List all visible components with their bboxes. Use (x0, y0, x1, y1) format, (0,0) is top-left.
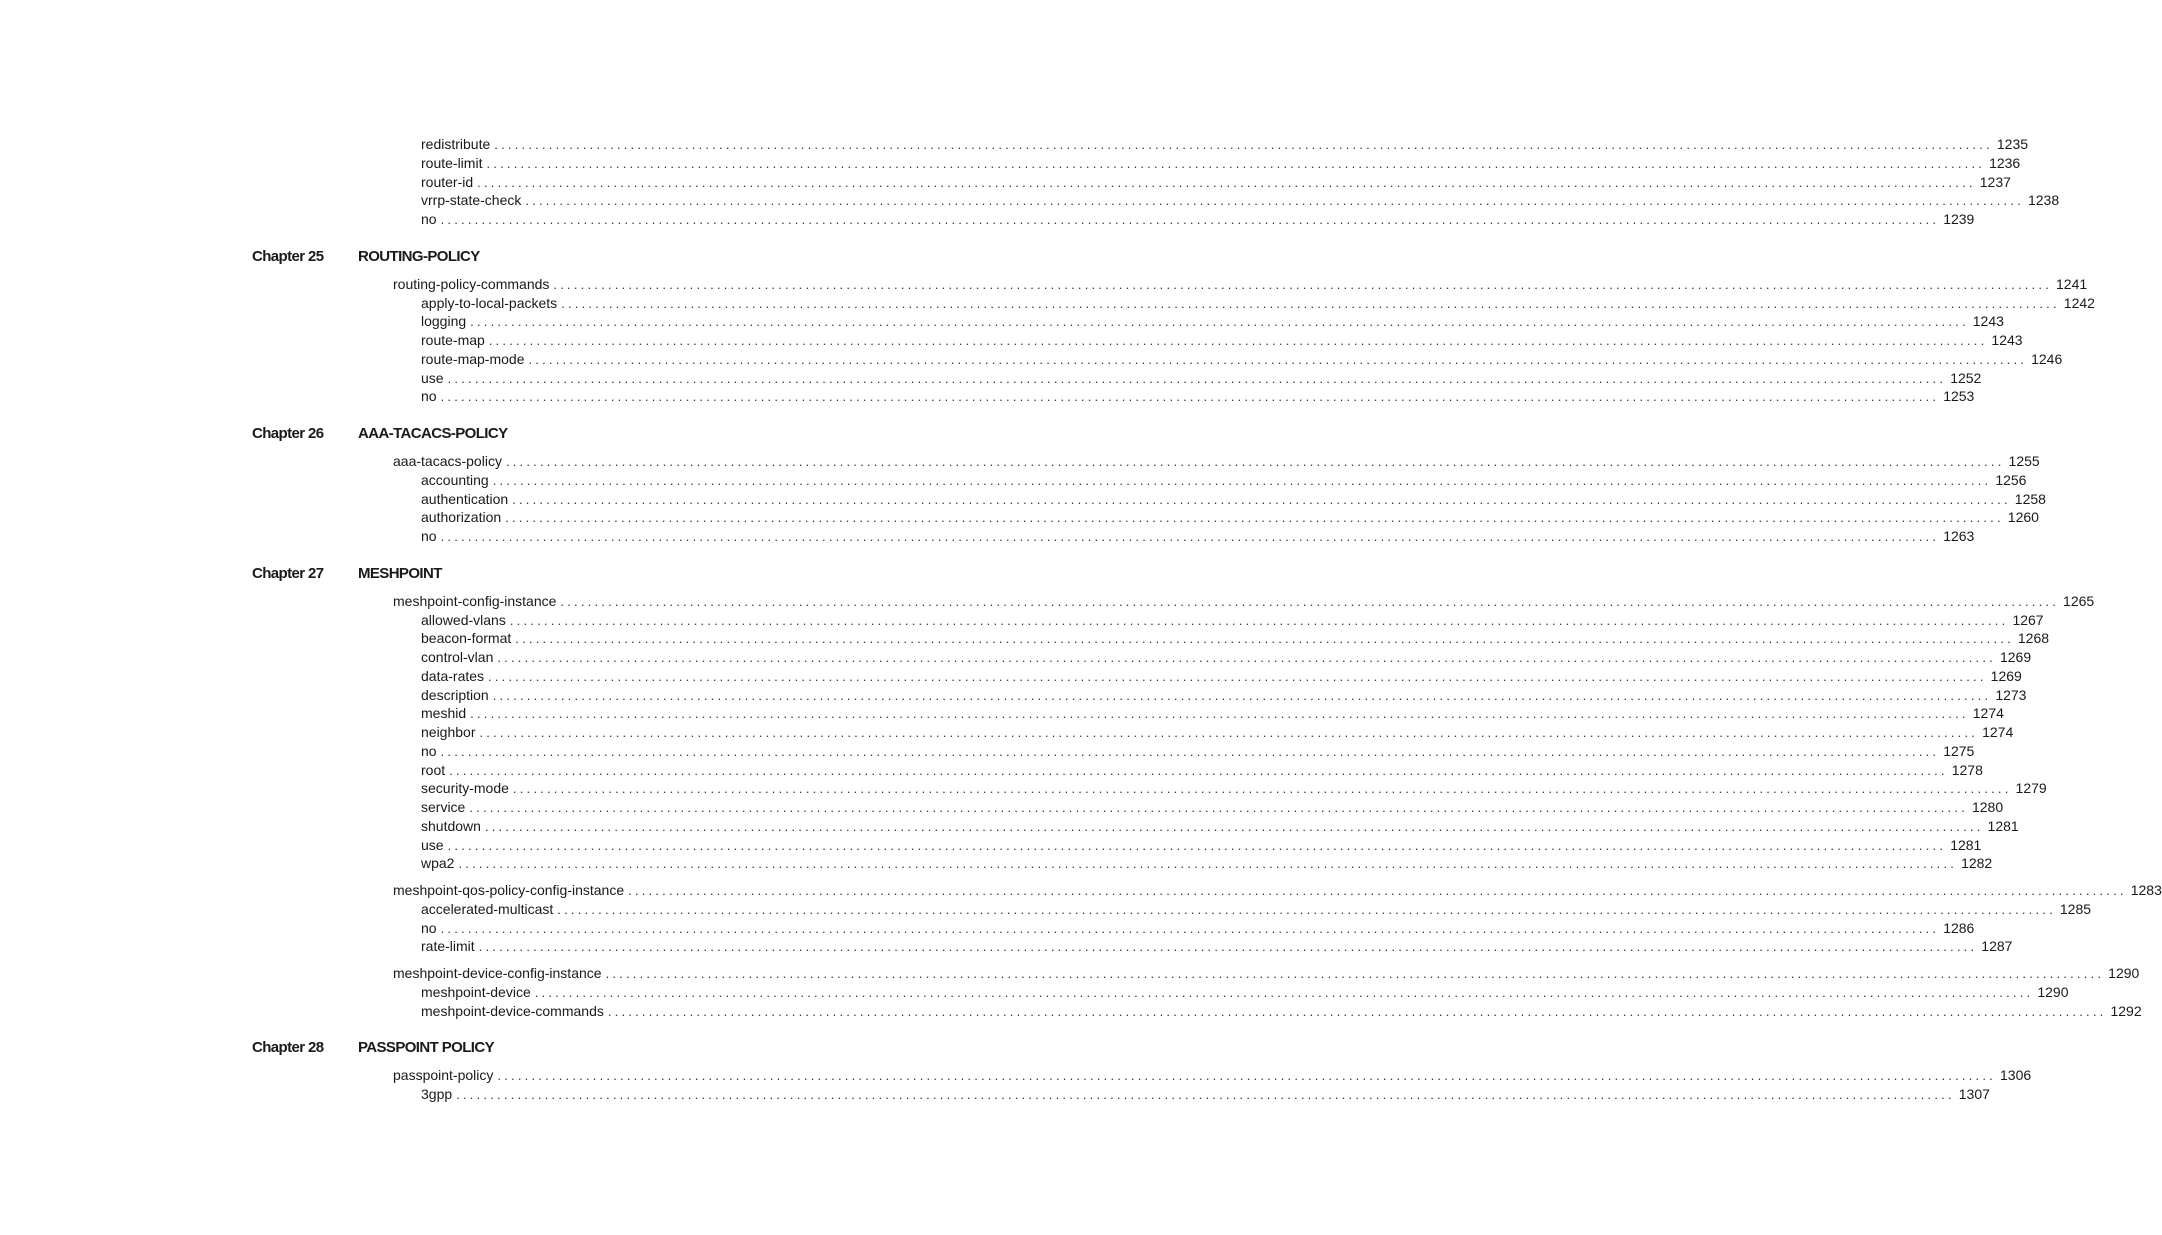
dot-leader: ............................................................................................................................................................................................................................ (509, 612, 2009, 628)
toc-entry[interactable] (421, 526, 1975, 545)
dot-leader: ............................................................................................................................................................................................................................ (488, 668, 1987, 684)
toc-entry[interactable] (421, 936, 2013, 955)
toc-entry-label: security-mode (421, 780, 509, 797)
dot-leader: ............................................................................................................................................................................................................................ (512, 781, 2012, 797)
toc-entry-page-number: 1235 (1996, 136, 2029, 152)
toc-entry[interactable] (421, 703, 2004, 722)
toc-entry-label: no (421, 742, 437, 759)
dot-leader: ............................................................................................................................................................................................................................ (497, 1068, 1996, 1084)
toc-entry-label: accounting (421, 471, 489, 488)
toc-entry[interactable] (393, 963, 2140, 982)
toc-entry-page-number: 1281 (1950, 836, 1982, 853)
toc-entry-page-number: 1274 (1972, 705, 2004, 722)
dot-leader: ............................................................................................................................................................................................................................ (534, 984, 2034, 1000)
toc-entry-page-number: 1292 (2110, 1002, 2142, 1019)
dot-leader: ............................................................................................................................................................................................................................ (488, 333, 1988, 348)
toc-entry-page-number: 1290 (2108, 965, 2140, 981)
toc-entry[interactable] (421, 489, 2046, 508)
dot-leader: ............................................................................................................................................................................................................................ (560, 593, 2060, 609)
toc-entry-page-number: 1239 (1943, 211, 1975, 227)
toc-entry[interactable] (421, 778, 2047, 797)
toc-entry[interactable] (421, 816, 2019, 835)
dot-leader: ............................................................................................................................................................................................................................ (497, 650, 1996, 665)
dot-leader: ............................................................................................................................................................................................................................ (449, 762, 1948, 778)
toc-entry-label: router-id (421, 173, 474, 190)
toc-entry[interactable] (421, 899, 2092, 918)
toc-entry-label: routing-policy-commands (393, 275, 550, 292)
toc-entry-label: passpoint-policy (393, 1067, 494, 1084)
toc-entry[interactable] (421, 628, 2050, 647)
toc-entry-label: redistribute (421, 136, 491, 152)
toc-entry-page-number: 1236 (1989, 154, 2021, 171)
toc-entry-page-number: 1238 (2027, 192, 2060, 209)
toc-entry[interactable] (421, 190, 2060, 209)
toc-entry-page-number: 1269 (1990, 667, 2022, 684)
toc-entry-page-number: 1278 (1951, 761, 1983, 778)
toc-entry[interactable] (393, 451, 2040, 470)
toc-entry[interactable] (421, 153, 2021, 172)
toc-entry-label: apply-to-local-packets (421, 294, 558, 311)
toc-entry-page-number: 1255 (2008, 453, 2040, 469)
toc-entry-page-number: 1282 (1961, 855, 1993, 872)
toc-entry-label: no (421, 528, 437, 544)
chapter-title: ROUTING-POLICY (358, 247, 480, 265)
chapter-title: AAA-TACACS-POLICY (358, 425, 508, 442)
toc-entry-label: shutdown (421, 817, 481, 834)
toc-entry-page-number: 1241 (2056, 275, 2088, 292)
toc-entry-page-number: 1243 (1991, 332, 2023, 348)
toc-entry[interactable] (421, 647, 2032, 666)
toc-entry[interactable] (421, 797, 2004, 816)
toc-entry-label: use (421, 836, 444, 853)
dot-leader: ............................................................................................................................................................................................................................ (440, 212, 1940, 227)
dot-leader: ............................................................................................................................................................................................................................ (525, 193, 2024, 209)
toc-entry-label: 3gpp (421, 1086, 453, 1102)
toc-entry-label: root (421, 761, 446, 778)
toc-entry[interactable] (393, 274, 2088, 293)
toc-entry-page-number: 1273 (1995, 686, 2027, 703)
toc-entry-page-number: 1287 (1981, 938, 2013, 955)
toc-entry-label: vrrp-state-check (421, 192, 522, 209)
toc-entry-label: authentication (421, 490, 509, 507)
toc-entry[interactable] (421, 722, 2014, 741)
toc-entry-page-number: 1256 (1995, 471, 2027, 488)
dot-leader: ............................................................................................................................................................................................................................ (494, 137, 1993, 152)
dot-leader: ............................................................................................................................................................................................................................ (486, 155, 1986, 171)
dot-leader: ............................................................................................................................................................................................................................ (470, 314, 1969, 330)
dot-leader: ............................................................................................................................................................................................................................ (512, 491, 2011, 507)
dot-leader: ............................................................................................................................................................................................................................ (470, 706, 1969, 722)
toc-entry-label: description (421, 686, 489, 703)
toc-entry-label: rate-limit (421, 938, 475, 955)
toc-entry[interactable] (421, 685, 2027, 704)
dot-leader: ............................................................................................................................................................................................................................ (505, 510, 2004, 526)
toc-entry-label: no (421, 919, 437, 936)
toc-entry-page-number: 1281 (1987, 817, 2019, 834)
dot-leader: ............................................................................................................................................................................................................................ (628, 883, 2127, 898)
toc-entry[interactable] (421, 918, 1975, 937)
toc-entry-page-number: 1252 (1950, 369, 1982, 386)
toc-entry-page-number: 1243 (1972, 313, 2004, 330)
toc-entry-page-number: 1274 (1982, 724, 2014, 740)
toc-entry-page-number: 1260 (2007, 509, 2039, 526)
toc-entry-label: route-map-mode (421, 350, 525, 367)
toc-entry[interactable] (421, 330, 2023, 349)
toc-entry-page-number: 1263 (1943, 528, 1975, 544)
toc-entry-label: meshpoint-device-commands (421, 1002, 604, 1019)
dot-leader: ............................................................................................................................................................................................................................ (478, 939, 1978, 955)
toc-entry[interactable] (421, 982, 2069, 1001)
dot-leader: ............................................................................................................................................................................................................................ (528, 351, 2028, 367)
toc-entry[interactable] (421, 293, 2095, 312)
toc-entry-page-number: 1290 (2037, 983, 2069, 1000)
dot-leader: ............................................................................................................................................................................................................................ (553, 276, 2053, 292)
toc-entry[interactable] (421, 134, 2029, 153)
toc-entry-page-number: 1307 (1958, 1086, 1990, 1102)
dot-leader: ............................................................................................................................................................................................................................ (477, 174, 1976, 190)
toc-entry-page-number: 1242 (2063, 294, 2095, 311)
toc-entry-label: meshid (421, 705, 467, 722)
dot-leader: ............................................................................................................................................................................................................................ (447, 837, 1947, 853)
dot-leader: ............................................................................................................................................................................................................................ (440, 743, 1940, 759)
chapter-title: PASSPOINT POLICY (358, 1039, 494, 1057)
toc-entry-label: meshpoint-qos-policy-config-instance (393, 882, 625, 898)
dot-leader: ............................................................................................................................................................................................................................ (458, 856, 1958, 872)
dot-leader: ............................................................................................................................................................................................................................ (479, 725, 1979, 740)
toc-entry[interactable] (421, 666, 2022, 685)
toc-entry-label: aaa-tacacs-policy (393, 453, 502, 469)
toc-entry-label: service (421, 799, 466, 815)
toc-entry-page-number: 1275 (1943, 742, 1975, 759)
toc-entry[interactable] (421, 853, 1993, 872)
toc-entry-label: authorization (421, 509, 502, 526)
toc-entry-page-number: 1237 (1979, 173, 2011, 190)
toc-entry-label: meshpoint-device-config-instance (393, 965, 602, 981)
toc-entry-label: no (421, 388, 437, 405)
toc-entry-label: wpa2 (421, 855, 455, 872)
dot-leader: ............................................................................................................................................................................................................................ (447, 370, 1947, 386)
toc-entry[interactable] (393, 1065, 2032, 1084)
dot-leader: ............................................................................................................................................................................................................................ (557, 901, 2056, 917)
toc-entry[interactable] (421, 1001, 2142, 1020)
toc-entry-label: meshpoint-device (421, 983, 531, 1000)
toc-entry-page-number: 1279 (2015, 780, 2047, 797)
toc-entry-page-number: 1283 (2130, 882, 2162, 898)
toc-entry-label: neighbor (421, 724, 476, 740)
toc-entry-page-number: 1306 (2000, 1067, 2032, 1084)
chapter-title: MESHPOINT (358, 564, 442, 582)
dot-leader: ............................................................................................................................................................................................................................ (469, 800, 1968, 815)
toc-entry[interactable] (421, 610, 2044, 629)
toc-entry[interactable] (421, 760, 1983, 779)
toc-entry[interactable] (421, 349, 2063, 368)
toc-entry[interactable] (421, 386, 1975, 405)
toc-entry-page-number: 1267 (2012, 611, 2044, 628)
toc-entry[interactable] (421, 470, 2027, 489)
dot-leader: ............................................................................................................................................................................................................................ (561, 295, 2060, 311)
dot-leader: ............................................................................................................................................................................................................................ (456, 1087, 1955, 1102)
toc-entry[interactable] (421, 172, 2011, 191)
chapter-number: Chapter 27 (252, 564, 324, 582)
chapter-number: Chapter 25 (252, 247, 324, 265)
toc-entry-label: logging (421, 313, 467, 330)
toc-entry-page-number: 1280 (1971, 799, 2004, 815)
toc-entry-label: allowed-vlans (421, 611, 506, 628)
toc-entry-page-number: 1285 (2059, 900, 2092, 917)
dot-leader: ............................................................................................................................................................................................................................ (605, 966, 2105, 981)
dot-leader: ............................................................................................................................................................................................................................ (440, 529, 1940, 544)
toc-entry-label: control-vlan (421, 649, 494, 665)
toc-entry[interactable] (421, 1084, 1990, 1103)
toc-entry-label: route-map (421, 332, 485, 348)
dot-leader: ............................................................................................................................................................................................................................ (440, 389, 1940, 405)
toc-entry[interactable] (421, 311, 2004, 330)
dot-leader: ............................................................................................................................................................................................................................ (607, 1003, 2107, 1019)
toc-entry-label: beacon-format (421, 630, 512, 647)
toc-entry[interactable] (421, 209, 1975, 228)
toc-entry[interactable] (421, 507, 2039, 526)
toc-entry[interactable] (421, 835, 1982, 854)
toc-entry-page-number: 1246 (2031, 350, 2063, 367)
dot-leader: ............................................................................................................................................................................................................................ (492, 472, 1992, 488)
dot-leader: ............................................................................................................................................................................................................................ (484, 818, 1984, 834)
toc-entry-page-number: 1265 (2063, 592, 2095, 609)
toc-entry-page-number: 1286 (1943, 919, 1975, 936)
toc-entry-page-number: 1253 (1943, 388, 1975, 405)
toc-entry[interactable] (393, 880, 2162, 899)
toc-entry-page-number: 1268 (2017, 630, 2050, 647)
toc-entry-label: data-rates (421, 667, 485, 684)
toc-entry-label: use (421, 369, 444, 386)
dot-leader: ............................................................................................................................................................................................................................ (515, 631, 2014, 647)
toc-entry-page-number: 1269 (1999, 649, 2032, 665)
toc-entry-label: route-limit (421, 154, 483, 171)
toc-entry-label: no (421, 211, 437, 227)
dot-leader: ............................................................................................................................................................................................................................ (505, 454, 2005, 469)
chapter-number: Chapter 26 (252, 425, 324, 442)
dot-leader: ............................................................................................................................................................................................................................ (492, 687, 1992, 703)
toc-entry[interactable] (421, 368, 1982, 387)
chapter-number: Chapter 28 (252, 1039, 324, 1057)
dot-leader: ............................................................................................................................................................................................................................ (440, 920, 1940, 936)
toc-entry[interactable] (421, 741, 1975, 760)
toc-entry-label: meshpoint-config-instance (393, 592, 557, 609)
toc-entry[interactable] (393, 591, 2095, 610)
toc-entry-page-number: 1258 (2014, 490, 2046, 507)
toc-entry-label: accelerated-multicast (421, 900, 554, 917)
